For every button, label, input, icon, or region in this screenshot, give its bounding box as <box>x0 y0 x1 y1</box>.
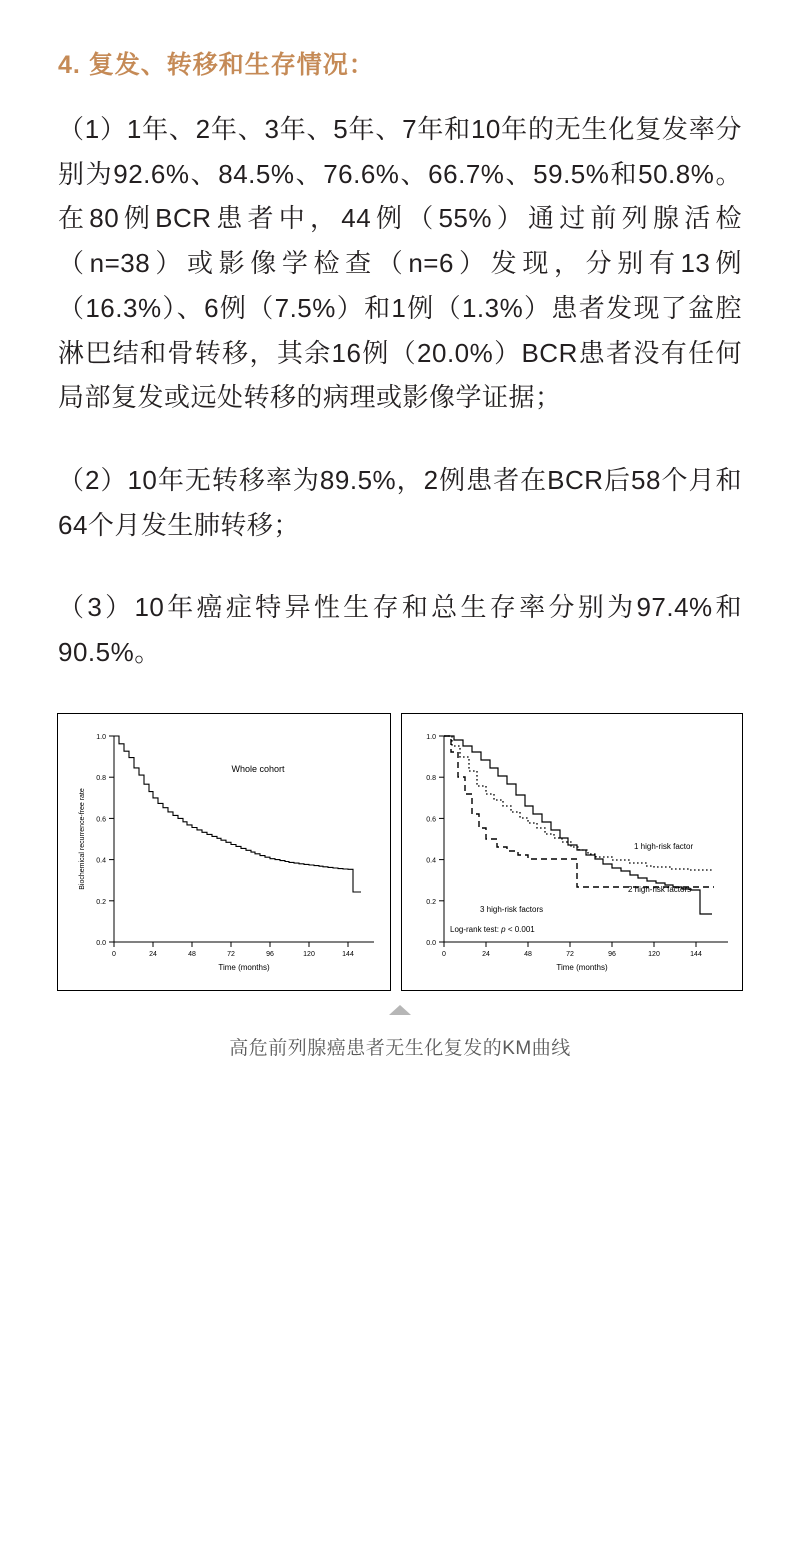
figure-caption: 高危前列腺癌患者无生化复发的KM曲线 <box>229 1037 571 1059</box>
km-curves-figure <box>58 713 742 991</box>
y-tick-1.0: 1.0 <box>96 733 106 741</box>
x-tick-144: 144 <box>342 950 354 958</box>
x-tick-144: 144 <box>690 950 702 958</box>
y-tick-0.8: 0.8 <box>426 775 436 783</box>
triangle-up-icon <box>389 1005 411 1015</box>
annotation-log-rank-test: Log-rank test: p < 0.001 <box>450 924 535 934</box>
y-tick-0.8: 0.8 <box>96 775 106 783</box>
x-tick-72: 72 <box>227 950 235 958</box>
y-tick-0.2: 0.2 <box>426 898 436 906</box>
y-tick-0.0: 0.0 <box>426 939 436 947</box>
paragraph-1: （1）1年、2年、3年、5年、7年和10年的无生化复发率分别为92.6%、84.5%、76.6%、66.7%、59.5%和50.8%。在80例BCR患者中，44例（55%）通过前列腺活检（n=38）或影像学检查（n=6）发现，分别有13例（16.3%）、6例（7.5%）和1例（1.3%）患者发现了盆腔淋巴结和骨转移，其余16例（20.0%）BCR患者没有任何局部复发或远处转移的病理或影像学证据； <box>58 114 742 413</box>
x-tick-24: 24 <box>482 950 490 958</box>
y-tick-0.6: 0.6 <box>96 816 106 824</box>
x-tick-120: 120 <box>648 950 660 958</box>
chart-title-whole-cohort: Whole cohort <box>231 763 285 774</box>
x-tick-48: 48 <box>188 950 196 958</box>
chart-whole-cohort <box>57 713 391 991</box>
chart-by-risk-factors <box>401 713 743 991</box>
section-title: 4. 复发、转移和生存情况： <box>58 51 375 79</box>
y-tick-0.0: 0.0 <box>96 939 106 947</box>
x-tick-96: 96 <box>608 950 616 958</box>
y-tick-0.4: 0.4 <box>426 857 436 865</box>
annotation-1-high-risk-factor: 1 high-risk factor <box>634 841 694 851</box>
caption-arrow <box>58 1005 742 1015</box>
series-whole-cohort <box>114 736 361 892</box>
y-tick-1.0: 1.0 <box>426 733 436 741</box>
x-tick-24: 24 <box>149 950 157 958</box>
x-tick-72: 72 <box>566 950 574 958</box>
annotation-2-high-risk-factors: 2 high-risk factors <box>628 884 692 894</box>
figure-block <box>58 713 742 1060</box>
y-axis-label: Biochemical recurrence-free rate <box>79 788 86 890</box>
y-tick-0.6: 0.6 <box>426 816 436 824</box>
x-tick-48: 48 <box>524 950 532 958</box>
paragraph-2: （2）10年无转移率为89.5%，2例患者在BCR后58个月和64个月发生肺转移； <box>58 465 742 540</box>
annotation-3-high-risk-factors: 3 high-risk factors <box>480 904 544 914</box>
x-tick-0: 0 <box>112 950 116 958</box>
x-tick-0: 0 <box>442 950 446 958</box>
x-axis-label: Time (months) <box>218 962 270 972</box>
x-tick-120: 120 <box>303 950 315 958</box>
y-tick-0.2: 0.2 <box>96 898 106 906</box>
x-tick-96: 96 <box>266 950 274 958</box>
x-axis-label: Time (months) <box>556 962 608 972</box>
series-3-high-risk-factors <box>444 736 714 887</box>
paragraph-3: （3）10年癌症特异性生存和总生存率分别为97.4%和90.5%。 <box>58 592 742 668</box>
y-tick-0.4: 0.4 <box>96 857 106 865</box>
